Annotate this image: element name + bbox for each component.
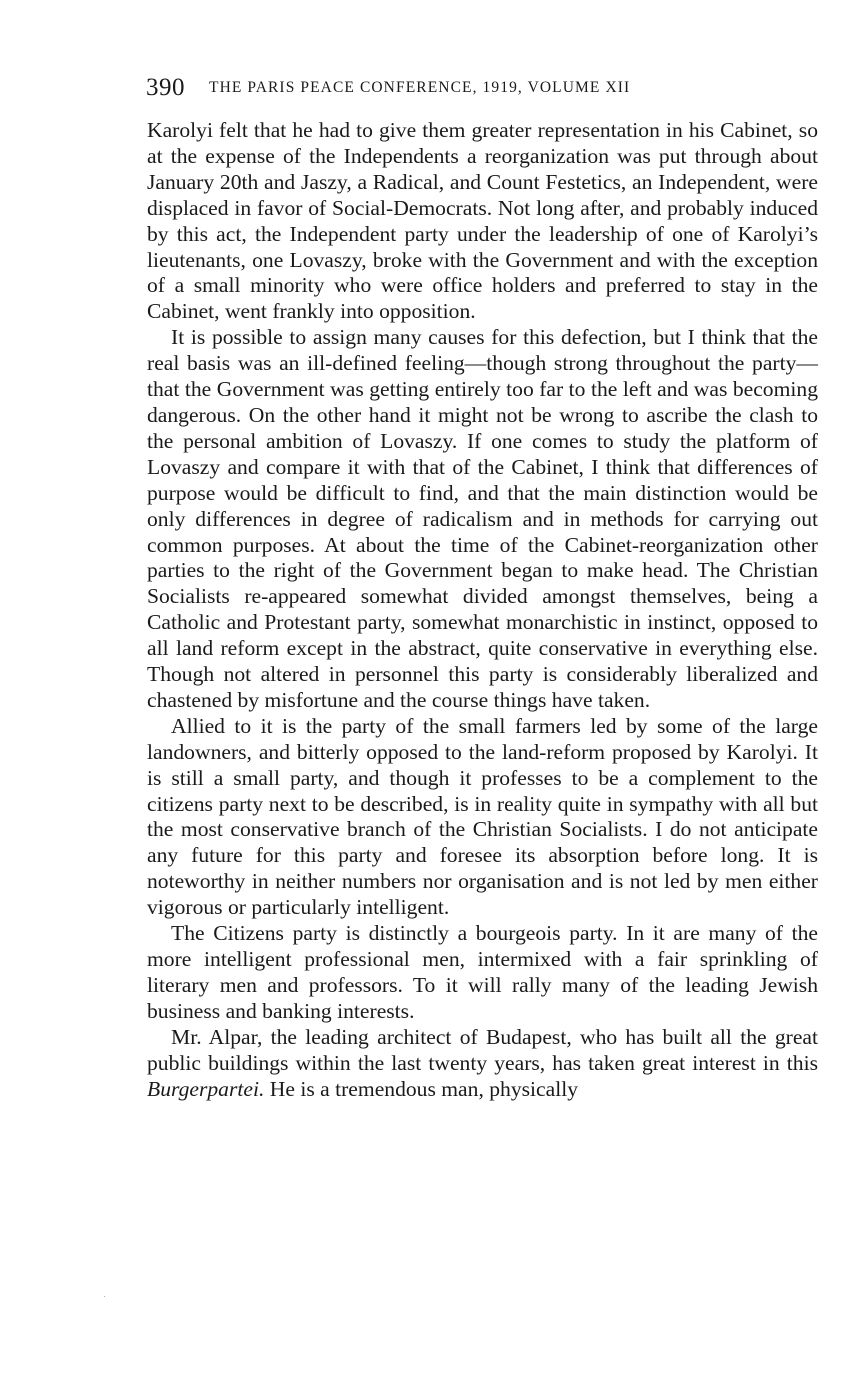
paragraph-2: It is possible to assign many causes for this defection, but I think that the real basis was an ill-defined feeling—though strong throughout the party—that the Government was getting entirely too far to the left and was becoming dangerous. On the other hand it might not be wrong to ascribe the clash to the personal ambition of Lovaszy. If one comes to study the platform of Lovaszy and compare it with that of the Cabinet, I think that differences of purpose would be difficult to find, and that the main distinction would be only differences in degree of radicalism and in methods for carrying out common purposes. At about the time of the Cabinet-reorganization other parties to the right of the Government began to make head. The Christian Socialists re-appeared somewhat divided amongst themselves, being a Catholic and Protestant party, somewhat monarchistic in instinct, opposed to all land reform except in the abstract, quite conservative in everything else. Though not altered in personnel this party is considerably liberalized and chastened by misfortune and the course things have taken. [147, 325, 818, 712]
stray-mark [104, 1296, 105, 1297]
paragraph-5-text-after: He is a tremendous man, physically [264, 1076, 578, 1101]
page-number: 390 [146, 74, 185, 101]
paragraph-5 [147, 1025, 818, 1103]
paragraph-1: Karolyi felt that he had to give them greater representation in his Cabinet, so at the expense of the Independents a reorganization was put through about January 20th and Jaszy, a Radical, and Count Festetics, an Independent, were displaced in favor of Social-Democrats. Not long after, and probably induced by this act, the Independent party under the leadership of one of Karolyi’s lieutenants, one Lovaszy, broke with the Government and with the exception of a small minority who were office holders and preferred to stay in the Cabinet, went frankly into opposition. [147, 118, 818, 324]
running-title: THE PARIS PEACE CONFERENCE, 1919, VOLUME XII [209, 79, 631, 96]
italic-term: Burgerpartei. [147, 1076, 265, 1101]
body-text [147, 118, 818, 1102]
paragraph-4: The Citizens party is distinctly a bourgeois party. In it are many of the more intelligent professional men, intermixed with a fair sprinkling of literary men and professors. To it will rally many of the leading Jewish business and banking interests. [147, 921, 818, 1023]
running-head [146, 74, 826, 104]
paragraph-5-text-before: Mr. Alpar, the leading architect of Budapest, who has built all the great public buildings within the last twenty years, has taken great interest in this [147, 1024, 818, 1075]
paragraph-3: Allied to it is the party of the small farmers led by some of the large landowners, and bitterly opposed to the land-reform proposed by Karolyi. It is still a small party, and though it professes to be a complement to the citizens party next to be described, is in reality quite in sympathy with all but the most conservative branch of the Christian Socialists. I do not anticipate any future for this party and foresee its absorption before long. It is noteworthy in neither numbers nor organisation and is not led by men either vigorous or particularly intelligent. [147, 713, 818, 920]
